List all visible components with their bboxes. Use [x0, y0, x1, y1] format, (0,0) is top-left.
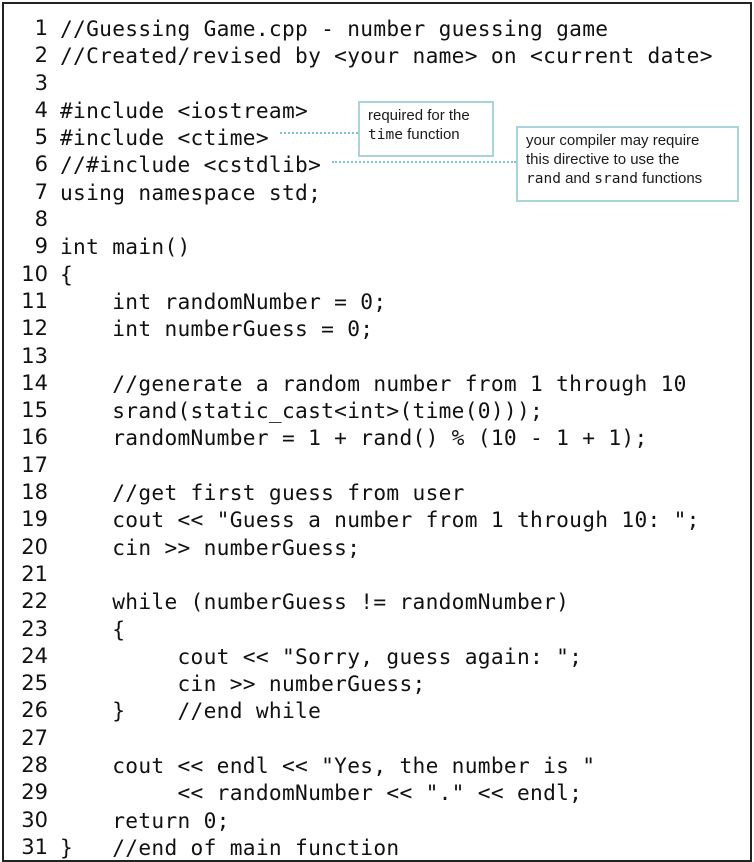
code-line: [4, 670, 750, 697]
rand-callout-line1: your compiler may require: [526, 132, 700, 149]
rand-callout-line3: [526, 169, 729, 189]
line-number: 28: [21, 753, 48, 778]
time-callout-line1: required for the: [368, 107, 470, 124]
line-number: 21: [21, 561, 48, 586]
code-line: [4, 288, 750, 315]
line-number: 5: [34, 125, 48, 150]
line-code: cin >> numberGuess;: [60, 671, 426, 697]
code-line: [4, 233, 750, 260]
time-function-callout: [358, 101, 494, 157]
line-number: 15: [21, 398, 48, 423]
code-line: [4, 534, 750, 561]
code-line: [4, 315, 750, 342]
line-number: 20: [21, 534, 48, 559]
line-code: #include <iostream>: [60, 97, 309, 123]
code-line: [4, 452, 750, 479]
rand-callout-line2: this directive to use the: [526, 151, 680, 168]
code-line: [4, 70, 750, 97]
rand-callout-code-srand: srand: [594, 171, 638, 187]
line-number: 1: [34, 16, 48, 40]
line-code: cin >> numberGuess;: [60, 534, 361, 560]
line-code: int numberGuess = 0;: [60, 316, 374, 342]
code-line: [4, 261, 750, 288]
line-number: 6: [34, 152, 48, 177]
line-code: while (numberGuess != randomNumber): [60, 589, 570, 615]
line-number: 25: [21, 671, 48, 696]
line-code: {: [60, 616, 126, 642]
line-number: 18: [21, 480, 48, 505]
rand-callout-functions: functions: [637, 170, 703, 187]
code-line: [4, 370, 750, 397]
code-line: [4, 343, 750, 370]
line-code: //generate a random number from 1 through 10: [60, 370, 687, 396]
line-number: 17: [21, 452, 48, 477]
line-code: return 0;: [60, 807, 230, 833]
code-line: [4, 779, 750, 806]
time-callout-line2: [368, 125, 484, 145]
code-line: [4, 834, 750, 861]
code-line: [4, 752, 750, 779]
line-code: randomNumber = 1 + rand() % (10 - 1 + 1);: [60, 425, 648, 451]
line-number: 23: [21, 616, 48, 641]
code-listing-frame: [2, 2, 752, 862]
line-code: int main(): [60, 234, 191, 260]
line-code: //get first guess from user: [60, 480, 465, 506]
line-number: 31: [21, 834, 48, 859]
code-line: [4, 697, 750, 724]
line-code: } //end of main function: [60, 834, 400, 860]
line-number: 7: [34, 179, 48, 204]
code-line: [4, 15, 750, 42]
line-number: 29: [21, 780, 48, 805]
line-code: {: [60, 261, 74, 287]
line-number: 8: [34, 207, 48, 232]
line-code: //Created/revised by <your name> on <current date>: [60, 43, 713, 69]
code-line: [4, 206, 750, 233]
line-number: 13: [21, 343, 48, 368]
line-number: 10: [21, 261, 48, 286]
line-number: 9: [34, 234, 48, 259]
line-number: 2: [34, 43, 48, 68]
line-number: 19: [21, 507, 48, 532]
line-code: //#include <cstdlib>: [60, 152, 322, 178]
line-number: 24: [21, 643, 48, 668]
rand-callout-leader: [332, 161, 516, 163]
line-code: cout << "Guess a number from 1 through 10: ";: [60, 507, 700, 533]
line-code: srand(static_cast<int>(time(0)));: [60, 398, 544, 424]
code-line: [4, 616, 750, 643]
line-code: //Guessing Game.cpp - number guessing game: [60, 16, 609, 41]
code-line: [4, 506, 750, 533]
line-code: using namespace std;: [60, 179, 322, 205]
code-line: [4, 643, 750, 670]
code-line: [4, 424, 750, 451]
line-number: 3: [34, 70, 48, 95]
code-line: [4, 725, 750, 752]
line-number: 22: [21, 589, 48, 614]
line-number: 27: [21, 725, 48, 750]
time-callout-leader: [280, 132, 358, 134]
rand-directive-callout: [516, 126, 739, 202]
time-callout-suffix: function: [402, 126, 460, 143]
rand-callout-code-rand: rand: [526, 171, 561, 187]
code-line: [4, 479, 750, 506]
rand-callout-and: and: [560, 170, 595, 187]
line-code: cout << "Sorry, guess again: ";: [60, 643, 583, 669]
code-line: [4, 588, 750, 615]
line-code: #include <ctime>: [60, 125, 269, 151]
line-number: 30: [21, 807, 48, 832]
time-callout-code: time: [368, 127, 403, 143]
line-code: } //end while: [60, 698, 322, 724]
line-number: 11: [21, 288, 48, 313]
line-number: 12: [21, 316, 48, 341]
code-line: [4, 807, 750, 834]
code-line: [4, 561, 750, 588]
line-number: 16: [21, 425, 48, 450]
line-code: cout << endl << "Yes, the number is ": [60, 753, 596, 779]
line-number: 14: [21, 370, 48, 395]
line-number: 26: [21, 698, 48, 723]
code-line: [4, 42, 750, 69]
line-number: 4: [34, 97, 48, 122]
line-code: << randomNumber << "." << endl;: [60, 780, 583, 806]
line-code: int randomNumber = 0;: [60, 288, 387, 314]
code-line: [4, 397, 750, 424]
